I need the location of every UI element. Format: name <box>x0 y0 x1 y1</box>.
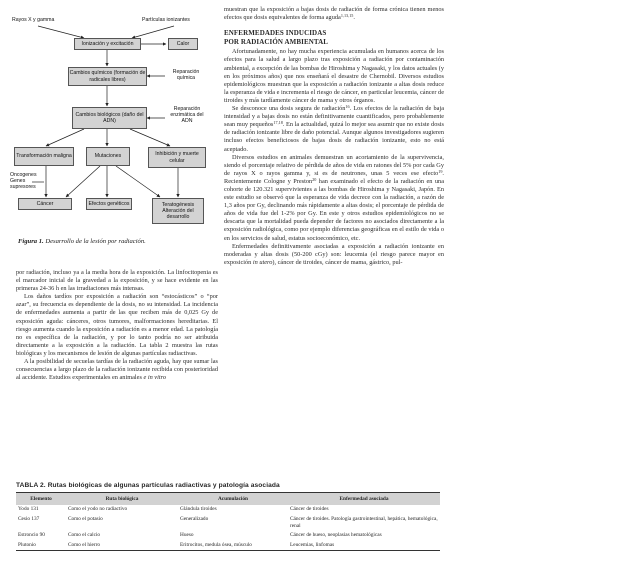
cell-route: Como el calcio <box>68 532 101 539</box>
right-paragraph-3 <box>224 154 444 243</box>
table-row <box>16 541 440 551</box>
figure-caption <box>18 238 146 245</box>
figure-caption-text: Desarrollo de la lesión por radiación. <box>45 238 146 245</box>
label-enzymatic-repair: Reparación enzimática del ADN <box>170 106 204 125</box>
section-heading <box>224 29 444 46</box>
cell-route: Como el hierro <box>66 541 178 551</box>
right-paragraph-3-a: Diversos estudios en animales demuestran un acortamiento de la supervivencia, siendo el porcentaje relativo de pérdida de años de vida en ratones del 5% por cada Gy de rayos X o rayos gamma y, si es de neutrones, unas 5 veces ese efecto <box>224 153 444 177</box>
right-paragraph-2-b: . Los efectos de la radiación de baja intensidad y a bajas dosis no están definitivamente cuantificados, pero probablemente sean muy pequeños <box>224 105 444 129</box>
table-2 <box>16 482 440 551</box>
arrow-mutations-cancer <box>66 166 100 197</box>
box-inhibition-death: Inhibición y muerte celular <box>148 147 206 168</box>
arrow-particles-ionization <box>132 26 174 38</box>
label-chemical-repair: Reparación química <box>172 69 200 82</box>
table-caption-label: TABLA 2. <box>16 482 46 489</box>
left-column <box>16 269 218 382</box>
arrow-mutations-teratogenesis <box>116 166 160 197</box>
header-element: Elemento <box>16 493 66 505</box>
left-paragraph-3-italic: e in vitro <box>143 374 166 382</box>
box-heat: Calor <box>168 38 198 50</box>
cell-element: Cesio 137 <box>18 515 40 522</box>
header-biological-route: Ruta biológica <box>66 493 178 505</box>
table-row <box>16 505 440 515</box>
right-paragraph-3-c: han examinado el efecto de la radiación en una cohorte de 120.321 supervivientes a las bombas de Hiroshima y Nagasaki, Japón. En este estudio se observó que la esperanza de vida decrece con la radiación, a razón de 1,3 años por Gy, declinando más rápidamente a altas dosis; el porcentaje de pérdida de años de vida fue del 1-2% por Gy. En este y otros estudios epidemiológicos no se descarta que la mortalidad pueda depender de factores no asociados directamente a la exposición radiológica, como por ejemplo diferencias geográficas en el estilo de vida o en los servicios de salud, estatus socioeconómico, etc. <box>224 177 444 242</box>
ref-20: 20 <box>312 176 317 182</box>
header-disease: Enfermedad asociada <box>288 493 440 505</box>
box-mutations: Mutaciones <box>86 147 130 166</box>
cell-disease: Cáncer de tiroides. Patología gastrointestinal, hepática, hematológica, renal <box>290 515 438 529</box>
box-biological-changes: Cambios biológicos (daño del ADN) <box>72 107 147 129</box>
cell-element: Yodo 131 <box>18 506 39 513</box>
right-paragraph-3-b: . Recientemente Cologne y Preston <box>224 169 444 185</box>
label-particles: Partículas ionizantes <box>142 17 190 23</box>
ref-17-18: 17,18 <box>273 120 283 126</box>
table-caption <box>16 482 440 489</box>
cell-accumulation: Hueso <box>180 532 194 539</box>
cell-accumulation: Generalizado <box>180 515 209 522</box>
box-genetic-effects: Efectos genéticos <box>86 198 132 210</box>
table-caption-text: Rutas biológicas de algunas partículas radiactivas y patología asociada <box>47 482 280 489</box>
box-ionization: Ionización y excitación <box>74 38 141 50</box>
figure-caption-label: Figura 1. <box>18 238 44 245</box>
table-grid <box>16 492 440 551</box>
cell-accumulation: Eritrocitos, medula ósea, músculo <box>178 541 288 551</box>
right-paragraph-2-c: . En la actualidad, quizá lo mejor sea asumir que no existe dosis de radiación ionizante libre de daño potencial. Aunque algunos investigadores sugieren incluso efectos beneficiosos de bajas dosis de radiación ionizante, esto no está aceptado. <box>224 121 444 153</box>
right-paragraph-4 <box>224 243 444 267</box>
ref-16: 16 <box>345 104 350 110</box>
cell-route: Como el yodo no radiactivo <box>68 506 128 513</box>
right-paragraph-4-a: Enfermedades definitivamente asociadas a exposición a radiación ionizante en moderadas y altas dosis (50-200 cGy) son: leucemia (el riesgo parece mayor en exposición <box>224 242 444 266</box>
left-paragraph-3 <box>16 358 218 382</box>
ref-19: 19 <box>438 168 443 174</box>
cell-disease: Cáncer de hueso, neoplasias hematológicas <box>290 532 382 539</box>
right-paragraph-0: muestran que la exposición a bajas dosis de radiación de forma crónica tienen menos efectos que dosis equivalentes de forma aguda$^{1,13,15}$. <box>224 6 444 22</box>
box-teratogenesis: Teratogénesis Alteración del desarrollo <box>152 198 204 224</box>
cell-element: Estroncio 90 <box>18 532 45 539</box>
right-paragraph-2-a: Se desconoce una dosis segura de radiación <box>232 105 346 113</box>
right-paragraph-4-italic: in utero <box>252 258 273 266</box>
arrow-biological-inhibition <box>130 129 170 146</box>
table-row <box>16 514 440 530</box>
section-heading-line-1: ENFERMEDADES INDUCIDAS <box>224 29 327 38</box>
label-oncogenes: Oncogenes Genes supresores <box>10 172 37 191</box>
right-paragraph-4-c: ), cáncer de tiroides, cáncer de mama, gástrico, pul- <box>272 258 403 266</box>
cell-route: Como el potasio <box>68 515 103 522</box>
cell-accumulation: Glándula tiroides <box>180 506 217 513</box>
arrow-biological-malignant <box>46 129 84 146</box>
ref-p0: 1,13,15 <box>340 13 354 19</box>
label-rays: Rayos X y gamma <box>12 17 55 23</box>
table-header-row <box>16 493 440 505</box>
left-paragraph-2: Los daños tardíos por exposición a radiación son “estocásticos” o “por azar”, su frecuencia es dependiente de la dosis, no su intensidad. La incidencia de enfermedades aumenta a partir de las que reciben más de 0,025 Gy de exposición aguda: cánceres, otros tumores, malformaciones hereditarias. El riesgo aumenta cuando la exposición a radiación es a menor edad. La patología no es específica de la radiación, y por lo tanto podría no ser atribuida directamente a la exposición a la radiación. La tabla 2 muestra las rutas biológicas y los mecanismos de lesión de algunas partículas radiactivas. <box>16 293 218 357</box>
cell-disease: Cáncer de tiroides <box>290 506 329 513</box>
right-paragraph-0-text: muestran que la exposición a bajas dosis de radiación de forma crónica tienen menos efectos que dosis equivalentes de forma aguda <box>224 6 444 22</box>
cell-disease: Leucemias, linfomas <box>288 541 440 551</box>
section-heading-line-2: POR RADIACIÓN AMBIENTAL <box>224 37 329 46</box>
box-cancer: Cáncer <box>18 198 72 210</box>
right-paragraph-2 <box>224 105 444 154</box>
box-chemical-changes: Cambios químicos (formación de radicales libres) <box>68 67 147 86</box>
arrow-rays-ionization <box>38 26 84 38</box>
flowchart-figure <box>10 6 210 238</box>
left-paragraph-3-text: A la posibilidad de secuelas tardías de la radiación aguda, hay que sumar las consecuencias a largo plazo de la radiación ionizante recibida con posterioridad al accidente. Estudios experimentales en animales <box>16 358 218 382</box>
right-column <box>224 6 444 267</box>
table-row <box>16 531 440 541</box>
header-accumulation: Acumulación <box>178 493 288 505</box>
right-paragraph-1: Afortunadamente, no hay mucha experiencia acumulada en humanos acerca de los efectos para la salud a largo plazo tras exposición a radiación por contaminación ambiental, a excepción de las bombas de Hiroshima y Nagasaki, y los datos actuales (y en los próximos años) que nos enseñará el desastre de Chernobil. Diversos estudios epidemiológicos muestran que la exposición a radiación ionizante a altas dosis reduce la esperanza de vida e incrementa el riesgo de cáncer, en particular leucemia, cáncer de tiroides y más tardíamente cáncer de mama y otros órganos. <box>224 48 444 104</box>
cell-element: Plutonio <box>16 541 66 551</box>
left-paragraph-1: por radiación, incluso ya a la media hora de la exposición. La linfocitopenia es el marcador inicial de la gravedad a la exposición, y se hace evidente en las primeras 24-36 h en las irradiaciones más intensas. <box>16 269 218 293</box>
box-malignant-transformation: Transformación maligna <box>14 147 74 166</box>
